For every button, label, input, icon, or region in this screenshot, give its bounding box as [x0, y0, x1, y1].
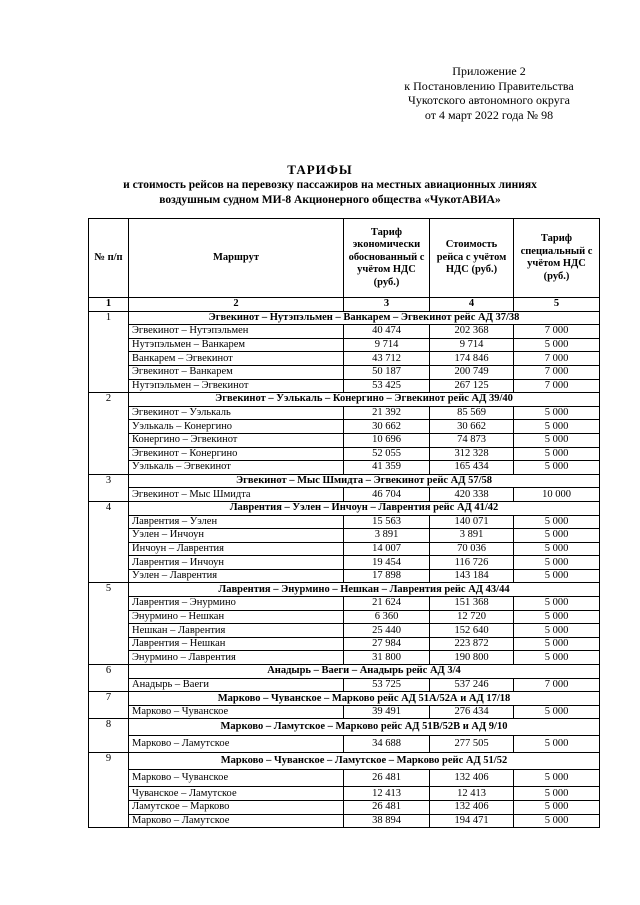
table-row [89, 325, 600, 339]
table-row [89, 624, 600, 638]
group-title: Эгвекинот – Нутэпэльмен – Ванкарем – Эгвекинот рейс АД 37/38 [129, 311, 600, 325]
tariff-special-cell: 5 000 [514, 447, 600, 461]
flight-cost-cell: 277 505 [430, 736, 514, 753]
flight-cost-cell: 165 434 [430, 461, 514, 475]
flight-cost-cell: 143 184 [430, 569, 514, 583]
table-row [89, 406, 600, 420]
tariff-economic-cell: 53 725 [344, 678, 430, 692]
route-cell: Чуванское – Ламутское [129, 787, 344, 801]
tariff-special-cell: 7 000 [514, 678, 600, 692]
route-cell: Лаврентия – Нешкан [129, 637, 344, 651]
group-number: 4 [89, 501, 129, 583]
table-body [89, 298, 600, 828]
table-row [89, 488, 600, 502]
tariff-special-cell: 5 000 [514, 461, 600, 475]
route-cell: Нутэпэльмен – Ванкарем [129, 338, 344, 352]
tariff-economic-cell: 25 440 [344, 624, 430, 638]
colnum-1: 1 [89, 298, 129, 312]
tariff-special-cell: 5 000 [514, 770, 600, 787]
tariff-special-cell: 5 000 [514, 338, 600, 352]
group-row [89, 692, 600, 706]
group-title: Марково – Ламутское – Марково рейс АД 51В/52В и АД 9/10 [129, 719, 600, 736]
tariff-economic-cell: 9 714 [344, 338, 430, 352]
table-row [89, 461, 600, 475]
flight-cost-cell: 30 662 [430, 420, 514, 434]
flight-cost-cell: 116 726 [430, 556, 514, 570]
table-row [89, 420, 600, 434]
tariff-economic-cell: 12 413 [344, 787, 430, 801]
route-cell: Лаврентия – Инчоун [129, 556, 344, 570]
route-cell: Уэлен – Лаврентия [129, 569, 344, 583]
group-number: 1 [89, 311, 129, 393]
table-row [89, 352, 600, 366]
route-cell: Лаврентия – Уэлен [129, 515, 344, 529]
tariff-special-cell: 10 000 [514, 488, 600, 502]
flight-cost-cell: 223 872 [430, 637, 514, 651]
appendix-line-3: Чукотского автономного округа [408, 93, 570, 107]
table-row [89, 338, 600, 352]
appendix-line-4: от 4 март 2022 года № 98 [424, 107, 554, 122]
tariff-special-cell: 5 000 [514, 569, 600, 583]
flight-cost-cell: 12 413 [430, 787, 514, 801]
group-number: 8 [89, 719, 129, 753]
route-cell: Эгвекинот – Мыс Шмидта [129, 488, 344, 502]
tariff-special-cell: 5 000 [514, 651, 600, 665]
table-row [89, 433, 600, 447]
route-cell: Энурмино – Лаврентия [129, 651, 344, 665]
group-number: 3 [89, 474, 129, 501]
route-cell: Эгвекинот – Конергино [129, 447, 344, 461]
table-row [89, 637, 600, 651]
tariff-economic-cell: 19 454 [344, 556, 430, 570]
tariff-economic-cell: 17 898 [344, 569, 430, 583]
route-cell: Анадырь – Ваеги [129, 678, 344, 692]
tariff-special-cell: 5 000 [514, 406, 600, 420]
tariff-special-cell: 5 000 [514, 433, 600, 447]
tariff-special-cell: 5 000 [514, 529, 600, 543]
route-cell: Инчоун – Лаврентия [129, 542, 344, 556]
colnum-5: 5 [514, 298, 600, 312]
tariff-economic-cell: 15 563 [344, 515, 430, 529]
flight-cost-cell: 202 368 [430, 325, 514, 339]
group-title: Лаврентия – Энурмино – Нешкан – Лаврентия рейс АД 43/44 [129, 583, 600, 597]
table-row [89, 736, 600, 753]
group-title: Эгвекинот – Мыс Шмидта – Эгвекинот рейс АД 57/58 [129, 474, 600, 488]
flight-cost-cell: 200 749 [430, 365, 514, 379]
tariff-special-cell: 5 000 [514, 420, 600, 434]
table-row [89, 556, 600, 570]
route-cell: Ламутское – Марково [129, 801, 344, 815]
tariff-special-cell: 5 000 [514, 624, 600, 638]
header-route: Маршрут [129, 219, 344, 298]
document-title: ТАРИФЫ [287, 162, 353, 177]
group-number: 7 [89, 692, 129, 719]
route-cell: Уэлькаль – Конергино [129, 420, 344, 434]
group-title: Эгвекинот – Уэлькаль – Конергино – Эгвекинот рейс АД 39/40 [129, 393, 600, 407]
table-row [89, 569, 600, 583]
tariff-economic-cell: 41 359 [344, 461, 430, 475]
group-title: Лаврентия – Уэлен – Инчоун – Лаврентия рейс АД 41/42 [129, 501, 600, 515]
group-number: 2 [89, 393, 129, 475]
flight-cost-cell: 132 406 [430, 770, 514, 787]
appendix-line-1: Приложение 2 [452, 64, 526, 78]
header-flight-cost: Стоимость рейса с учётом НДС (руб.) [430, 219, 514, 298]
appendix-line-2: к Постановлению Правительства [404, 78, 574, 93]
tariff-economic-cell: 26 481 [344, 770, 430, 787]
tariff-special-cell: 5 000 [514, 556, 600, 570]
tariff-special-cell: 7 000 [514, 365, 600, 379]
route-cell: Эгвекинот – Уэлькаль [129, 406, 344, 420]
table-row [89, 787, 600, 801]
flight-cost-cell: 74 873 [430, 433, 514, 447]
table-row [89, 515, 600, 529]
flight-cost-cell: 267 125 [430, 379, 514, 393]
route-cell: Марково – Чуванское [129, 705, 344, 719]
group-number: 9 [89, 753, 129, 828]
table-row [89, 379, 600, 393]
route-cell: Уэлен – Инчоун [129, 529, 344, 543]
table-row [89, 801, 600, 815]
table-row [89, 542, 600, 556]
column-number-row [89, 298, 600, 312]
flight-cost-cell: 420 338 [430, 488, 514, 502]
group-row [89, 393, 600, 407]
colnum-4: 4 [430, 298, 514, 312]
subtitle-line-2: воздушным судном МИ-8 Акционерного общества «ЧукотАВИА» [159, 193, 501, 206]
flight-cost-cell: 140 071 [430, 515, 514, 529]
table-row [89, 678, 600, 692]
tariff-economic-cell: 3 891 [344, 529, 430, 543]
table-row [89, 365, 600, 379]
route-cell: Марково – Чуванское [129, 770, 344, 787]
tariff-economic-cell: 34 688 [344, 736, 430, 753]
group-row [89, 311, 600, 325]
group-number: 5 [89, 583, 129, 665]
flight-cost-cell: 3 891 [430, 529, 514, 543]
tariff-economic-cell: 43 712 [344, 352, 430, 366]
tariff-economic-cell: 14 007 [344, 542, 430, 556]
tariff-special-cell: 5 000 [514, 801, 600, 815]
group-row [89, 583, 600, 597]
route-cell: Нутэпэльмен – Эгвекинот [129, 379, 344, 393]
group-number: 6 [89, 665, 129, 692]
flight-cost-cell: 276 434 [430, 705, 514, 719]
tariffs-table [88, 218, 600, 828]
tariff-special-cell: 5 000 [514, 736, 600, 753]
route-cell: Эгвекинот – Ванкарем [129, 365, 344, 379]
route-cell: Конергино – Эгвекинот [129, 433, 344, 447]
route-cell: Эгвекинот – Нутэпэльмен [129, 325, 344, 339]
tariff-economic-cell: 50 187 [344, 365, 430, 379]
group-title: Марково – Чуванское – Марково рейс АД 51А/52А и АД 17/18 [129, 692, 600, 706]
header-tariff-special: Тариф специальный с учётом НДС (руб.) [514, 219, 600, 298]
table-row [89, 814, 600, 828]
flight-cost-cell: 12 720 [430, 610, 514, 624]
group-row [89, 474, 600, 488]
tariff-economic-cell: 46 704 [344, 488, 430, 502]
flight-cost-cell: 194 471 [430, 814, 514, 828]
tariff-special-cell: 7 000 [514, 325, 600, 339]
table-row [89, 651, 600, 665]
tariff-special-cell: 7 000 [514, 379, 600, 393]
header-num: № п/п [89, 219, 129, 298]
tariff-special-cell: 5 000 [514, 597, 600, 611]
flight-cost-cell: 9 714 [430, 338, 514, 352]
route-cell: Энурмино – Нешкан [129, 610, 344, 624]
flight-cost-cell: 312 328 [430, 447, 514, 461]
header-row [89, 219, 600, 298]
route-cell: Марково – Ламутское [129, 814, 344, 828]
tariff-economic-cell: 39 491 [344, 705, 430, 719]
tariff-special-cell: 5 000 [514, 787, 600, 801]
route-cell: Лаврентия – Энурмино [129, 597, 344, 611]
tariff-economic-cell: 26 481 [344, 801, 430, 815]
tariff-special-cell: 5 000 [514, 515, 600, 529]
route-cell: Нешкан – Лаврентия [129, 624, 344, 638]
flight-cost-cell: 152 640 [430, 624, 514, 638]
route-cell: Ванкарем – Эгвекинот [129, 352, 344, 366]
tariff-special-cell: 5 000 [514, 637, 600, 651]
table-row [89, 705, 600, 719]
tariff-economic-cell: 52 055 [344, 447, 430, 461]
appendix-block [380, 64, 598, 122]
group-row [89, 665, 600, 679]
group-row [89, 501, 600, 515]
tariff-economic-cell: 31 800 [344, 651, 430, 665]
tariff-special-cell: 5 000 [514, 542, 600, 556]
flight-cost-cell: 537 246 [430, 678, 514, 692]
group-title: Анадырь – Ваеги – Анадырь рейс АД 3/4 [129, 665, 600, 679]
tariff-economic-cell: 6 360 [344, 610, 430, 624]
flight-cost-cell: 132 406 [430, 801, 514, 815]
tariff-economic-cell: 21 392 [344, 406, 430, 420]
tariff-economic-cell: 40 474 [344, 325, 430, 339]
group-row [89, 753, 600, 770]
subtitle-line-1: и стоимость рейсов на перевозку пассажиров на местных авиационных линиях [123, 179, 537, 191]
tariff-economic-cell: 30 662 [344, 420, 430, 434]
tariff-economic-cell: 10 696 [344, 433, 430, 447]
group-row [89, 719, 600, 736]
flight-cost-cell: 190 800 [430, 651, 514, 665]
tariff-special-cell: 5 000 [514, 610, 600, 624]
table-row [89, 447, 600, 461]
tariff-special-cell: 5 000 [514, 705, 600, 719]
route-cell: Марково – Ламутское [129, 736, 344, 753]
table-row [89, 770, 600, 787]
flight-cost-cell: 174 846 [430, 352, 514, 366]
tariff-economic-cell: 53 425 [344, 379, 430, 393]
header-tariff-economic: Тариф экономически обоснованный с учётом НДС (руб.) [344, 219, 430, 298]
table-row [89, 529, 600, 543]
colnum-3: 3 [344, 298, 430, 312]
tariff-economic-cell: 27 984 [344, 637, 430, 651]
flight-cost-cell: 70 036 [430, 542, 514, 556]
table-row [89, 597, 600, 611]
tariff-economic-cell: 38 894 [344, 814, 430, 828]
flight-cost-cell: 85 569 [430, 406, 514, 420]
tariff-special-cell: 5 000 [514, 814, 600, 828]
tariff-special-cell: 7 000 [514, 352, 600, 366]
table-row [89, 610, 600, 624]
flight-cost-cell: 151 368 [430, 597, 514, 611]
colnum-2: 2 [129, 298, 344, 312]
route-cell: Уэлькаль – Эгвекинот [129, 461, 344, 475]
group-title: Марково – Чуванское – Ламутское – Марково рейс АД 51/52 [129, 753, 600, 770]
tariff-economic-cell: 21 624 [344, 597, 430, 611]
document-subtitle [60, 178, 600, 207]
